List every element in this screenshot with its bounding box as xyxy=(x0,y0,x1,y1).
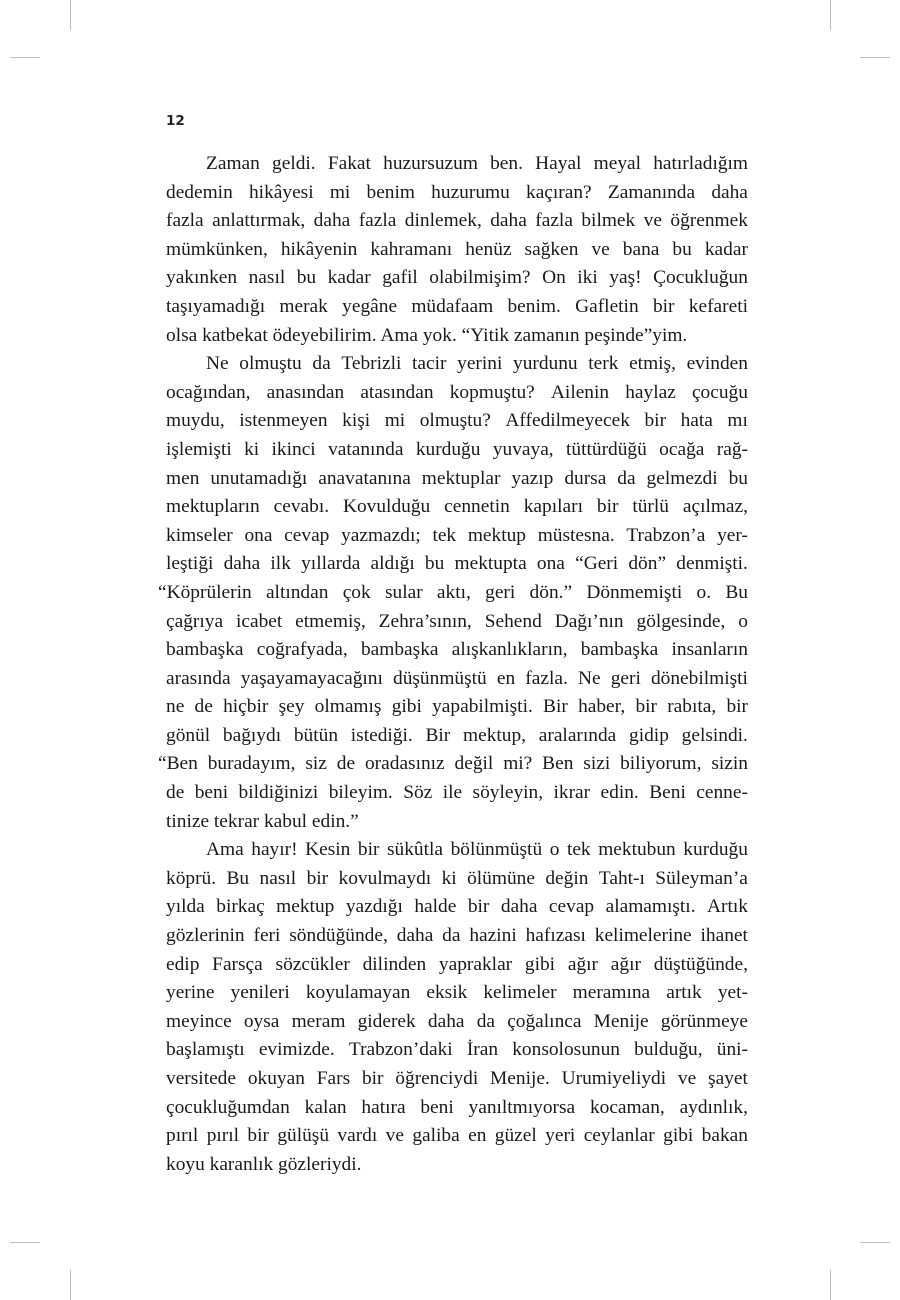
text-line: kimseler ona cevap yazmazdı; tek mektup müstesna. Trabzon’a yer- xyxy=(166,524,748,546)
crop-mark-right-bottom xyxy=(860,1242,890,1243)
text-line: muydu, istenmeyen kişi mi olmuştu? Affedilmeyecek bir hata mı xyxy=(166,410,748,432)
text-line: dedemin hikâyesi mi benim huzurumu kaçıran? Zamanında daha xyxy=(166,181,748,203)
text-line: edip Farsça sözcükler dilinden yapraklar gibi ağır ağır düştüğünde, xyxy=(166,953,748,975)
page-number: 12 xyxy=(166,113,185,129)
text-line: gönül bağıydı bütün istediği. Bir mektup, aralarında gidip gelsindi. xyxy=(166,724,748,746)
text-line: “Ben buradayım, siz de oradasınız değil mi? Ben sizi biliyorum, sizin xyxy=(158,753,748,775)
text-line: Zaman geldi. Fakat huzursuzum ben. Hayal meyal hatırladığım xyxy=(206,153,748,174)
text-line: Ama hayır! Kesin bir sükûtla bölünmüştü o tek mektubun kurduğu xyxy=(206,839,748,861)
text-line: ocağından, anasından atasından kopmuştu? Ailenin haylaz çocuğu xyxy=(166,381,748,403)
text-line: Ne olmuştu da Tebrizli tacir yerini yurdunu terk etmiş, evinden xyxy=(206,353,748,375)
text-line: çocukluğumdan kalan hatıra beni yanıltmıyorsa kocaman, aydınlık, xyxy=(166,1096,748,1118)
text-line: mümkünken, hikâyenin kahramanı henüz sağken ve bana bu kadar xyxy=(166,238,748,260)
text-line: başlamıştı evimizde. Trabzon’daki İran konsolosunun bulduğu, üni- xyxy=(166,1039,748,1061)
text-line: versitede okuyan Fars bir öğrenciydi Menije. Urumiyeliydi ve şayet xyxy=(166,1068,748,1089)
text-line: leştiği daha ilk yıllarda aldığı bu mektupta ona “Geri dön” denmişti. xyxy=(166,553,748,575)
text-line: yılda birkaç mektup yazdığı halde bir daha cevap alamamıştı. Artık xyxy=(166,896,748,918)
text-line: ne de hiçbir şey olmamış gibi yapabilmişti. Bir haber, bir rabıta, bir xyxy=(166,696,748,718)
crop-mark-left-top xyxy=(10,57,40,58)
text-line: “Köprülerin altından çok sular aktı, geri dön.” Dönmemişti o. Bu xyxy=(158,581,748,603)
body-text xyxy=(158,150,748,1179)
crop-mark-left-bottom xyxy=(10,1242,40,1243)
text-line: fazla anlattırmak, daha fazla dinlemek, daha fazla bilmek ve öğrenmek xyxy=(166,210,748,232)
text-line: işlemişti ki ikinci vatanında kurduğu yuvaya, tüttürdüğü ocağa rağ- xyxy=(166,438,748,460)
text-line: pırıl pırıl bir gülüşü vardı ve galiba en güzel yeri ceylanlar gibi bakan xyxy=(166,1125,748,1147)
text-line: yakınken nasıl bu kadar gafil olabilmişim? On iki yaş! Çocukluğun xyxy=(166,267,748,289)
crop-mark-top-right xyxy=(830,0,831,30)
text-line: yerine yenileri koyulamayan eksik kelimeler meramına artık yet- xyxy=(166,982,748,1004)
crop-mark-right-top xyxy=(860,57,890,58)
crop-mark-bottom-left xyxy=(70,1270,71,1300)
text-line: meyince oysa meram giderek daha da çoğalınca Menije görünmeye xyxy=(166,1010,748,1032)
crop-mark-bottom-right xyxy=(830,1270,831,1300)
text-line: de beni bildiğinizi bileyim. Söz ile söyleyin, ikrar edin. Beni cenne- xyxy=(166,782,748,804)
crop-mark-top-left xyxy=(70,0,71,30)
text-line: bambaşka coğrafyada, bambaşka alışkanlıkların, bambaşka insanların xyxy=(166,639,748,661)
text-line: men unutamadığı anavatanına mektuplar yazıp dursa da gelmezdi bu xyxy=(166,467,748,489)
text-line: tinize tekrar kabul edin.” xyxy=(166,810,359,832)
text-line: köprü. Bu nasıl bir kovulmaydı ki ölümüne değin Taht-ı Süleyman’a xyxy=(166,867,748,889)
text-line: mektupların cevabı. Kovulduğu cennetin kapıları bir türlü açılmaz, xyxy=(166,496,748,518)
text-line: çağrıya icabet etmemiş, Zehra’sının, Sehend Dağı’nın gölgesinde, o xyxy=(166,610,748,632)
text-line: taşıyamadığı merak yegâne müdafaam benim. Gafletin bir kefareti xyxy=(166,295,748,317)
text-line: olsa katbekat ödeyebilirim. Ama yok. “Yitik zamanın peşinde”yim. xyxy=(166,324,688,346)
text-line: koyu karanlık gözleriydi. xyxy=(166,1153,362,1175)
text-line: gözlerinin feri söndüğünde, daha da hazini hafızası kelimelerine ihanet xyxy=(166,925,748,947)
text-line: arasında yaşayamayacağını düşünmüştü en fazla. Ne geri dönebilmişti xyxy=(166,667,748,689)
